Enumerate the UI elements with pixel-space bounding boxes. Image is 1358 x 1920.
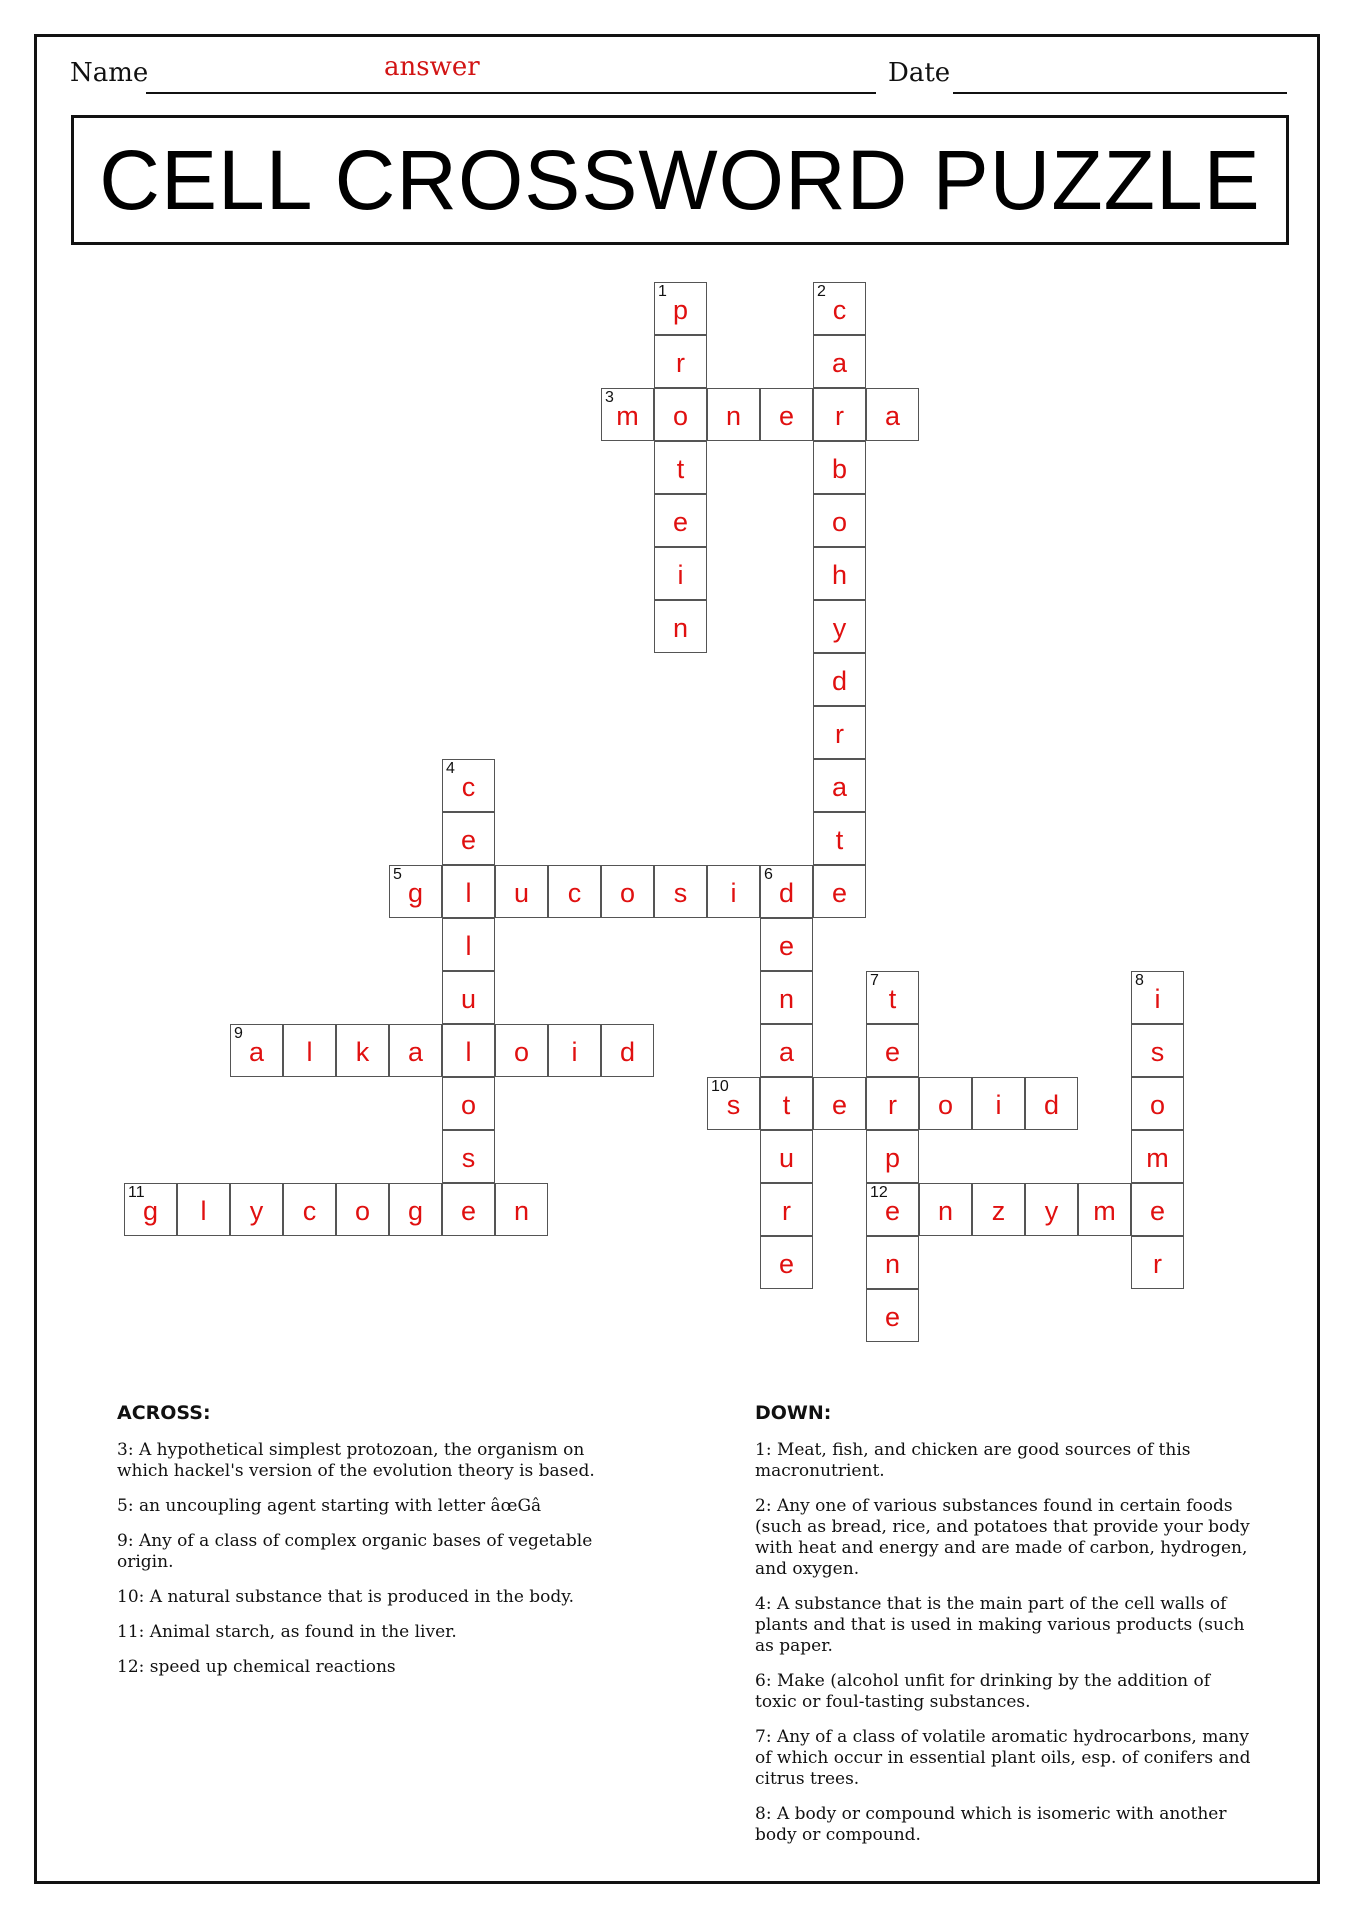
answer-letter: e [778, 401, 795, 431]
crossword-cell[interactable] [654, 865, 707, 918]
answer-letter: l [306, 1037, 313, 1067]
crossword-cell[interactable] [919, 1077, 972, 1130]
answer-letter: e [884, 1302, 901, 1332]
down-heading: DOWN: [755, 1402, 832, 1424]
crossword-cell[interactable] [1131, 971, 1184, 1024]
answer-letter: s [726, 1090, 741, 1120]
answer-letter: n [513, 1196, 530, 1226]
answer-letter: e [831, 1090, 848, 1120]
crossword-cell[interactable] [760, 971, 813, 1024]
answer-letter: t [782, 1090, 791, 1120]
crossword-cell[interactable] [1131, 1024, 1184, 1077]
answer-letter: i [995, 1090, 1002, 1120]
down-clue: 1: Meat, fish, and chicken are good sources of this macronutrient. [755, 1440, 1191, 1481]
crossword-cell[interactable] [442, 918, 495, 971]
answer-letter: o [619, 878, 636, 908]
crossword-cell[interactable] [283, 1024, 336, 1077]
answer-letter: g [407, 1196, 424, 1226]
down-clue-list [755, 1440, 1255, 1846]
crossword-cell[interactable] [389, 1183, 442, 1236]
crossword-cell[interactable] [336, 1183, 389, 1236]
crossword-cell[interactable] [389, 865, 442, 918]
crossword-cell[interactable] [654, 494, 707, 547]
crossword-cell[interactable] [1078, 1183, 1131, 1236]
crossword-cell[interactable] [601, 865, 654, 918]
name-label: Name [70, 58, 149, 88]
crossword-cell[interactable] [442, 812, 495, 865]
answer-letter: y [249, 1196, 264, 1226]
answer-letter: o [354, 1196, 371, 1226]
crossword-cell[interactable] [442, 1024, 495, 1077]
crossword-cell[interactable] [866, 1024, 919, 1077]
answer-letter: c [832, 295, 847, 325]
answer-letter: c [567, 878, 582, 908]
crossword-cell[interactable] [654, 388, 707, 441]
answer-letter: l [200, 1196, 207, 1226]
answer-letter: t [676, 454, 685, 484]
across-clue: 11: Animal starch, as found in the liver. [117, 1622, 457, 1642]
answer-letter: m [1146, 1143, 1169, 1173]
answer-letter: p [672, 295, 689, 325]
clue-number: 3 [605, 389, 614, 406]
crossword-cell[interactable] [1025, 1183, 1078, 1236]
crossword-cell[interactable] [1131, 1183, 1184, 1236]
answer-letter: d [1043, 1090, 1060, 1120]
answer-letter: o [513, 1037, 530, 1067]
answer-letter: y [1044, 1196, 1059, 1226]
answer-letter: i [571, 1037, 578, 1067]
crossword-cell[interactable] [654, 600, 707, 653]
crossword-cell[interactable] [1131, 1130, 1184, 1183]
answer-letter: r [782, 1196, 791, 1226]
crossword-cell[interactable] [813, 388, 866, 441]
crossword-cell[interactable] [707, 388, 760, 441]
crossword-cell[interactable] [760, 865, 813, 918]
answer-letter: r [888, 1090, 897, 1120]
crossword-cell[interactable] [283, 1183, 336, 1236]
crossword-cell[interactable] [230, 1183, 283, 1236]
clue-number: 5 [393, 866, 402, 883]
crossword-cell[interactable] [442, 1183, 495, 1236]
answer-letter: n [725, 401, 742, 431]
answer-letter: e [831, 878, 848, 908]
answer-letter: g [142, 1196, 159, 1226]
crossword-cell[interactable] [866, 1130, 919, 1183]
crossword-cell[interactable] [813, 759, 866, 812]
crossword-cell[interactable] [813, 282, 866, 335]
clue-number: 7 [870, 972, 879, 989]
answer-letter: t [888, 984, 897, 1014]
crossword-cell[interactable] [336, 1024, 389, 1077]
answer-letter: n [672, 613, 689, 643]
clue-number: 8 [1135, 972, 1144, 989]
crossword-cell[interactable] [548, 865, 601, 918]
crossword-cell[interactable] [760, 388, 813, 441]
across-clue: 3: A hypothetical simplest protozoan, the organism on which hackel's version of the evolution theory is based. [117, 1440, 595, 1481]
crossword-cell[interactable] [760, 1077, 813, 1130]
clue-number: 2 [817, 283, 826, 300]
date-label: Date [888, 58, 951, 88]
answer-letter: g [407, 878, 424, 908]
clue-number: 4 [446, 760, 455, 777]
answer-letter: r [835, 719, 844, 749]
answer-letter: s [461, 1143, 476, 1173]
answer-letter: e [778, 931, 795, 961]
crossword-cell[interactable] [866, 1077, 919, 1130]
answer-letter: r [835, 401, 844, 431]
answer-letter: o [831, 507, 848, 537]
answer-letter: a [248, 1037, 265, 1067]
crossword-cell[interactable] [1025, 1077, 1078, 1130]
answer-letter: o [460, 1090, 477, 1120]
crossword-cell[interactable] [230, 1024, 283, 1077]
crossword-cell[interactable] [177, 1183, 230, 1236]
crossword-cell[interactable] [124, 1183, 177, 1236]
answer-letter: a [831, 348, 848, 378]
answer-letter: n [884, 1249, 901, 1279]
crossword-cell[interactable] [1131, 1236, 1184, 1289]
page-title: CELL CROSSWORD PUZZLE [99, 132, 1261, 227]
answer-letter: i [1154, 984, 1161, 1014]
crossword-cell[interactable] [919, 1183, 972, 1236]
answer-letter: l [465, 931, 472, 961]
crossword-cell[interactable] [442, 1077, 495, 1130]
crossword-cell[interactable] [495, 865, 548, 918]
answer-letter: c [461, 772, 476, 802]
answer-letter: o [937, 1090, 954, 1120]
crossword-cell[interactable] [442, 1130, 495, 1183]
crossword-cell[interactable] [654, 441, 707, 494]
crossword-cell[interactable] [866, 971, 919, 1024]
answer-letter: l [465, 878, 472, 908]
answer-letter: e [460, 825, 477, 855]
answer-letter: e [460, 1196, 477, 1226]
answer-letter: e [884, 1196, 901, 1226]
crossword-cell[interactable] [813, 600, 866, 653]
across-heading: ACROSS: [117, 1402, 211, 1424]
crossword-cell[interactable] [1131, 1077, 1184, 1130]
answer-letter: l [465, 1037, 472, 1067]
crossword-cell[interactable] [813, 441, 866, 494]
answer-letter: n [778, 984, 795, 1014]
crossword-cell[interactable] [654, 335, 707, 388]
answer-letter: i [730, 878, 737, 908]
clue-number: 11 [128, 1184, 145, 1201]
crossword-cell[interactable] [495, 1183, 548, 1236]
answer-letter: n [937, 1196, 954, 1226]
down-clue: 6: Make (alcohol unfit for drinking by the addition of toxic or foul-tasting substances. [755, 1671, 1210, 1712]
crossword-cell[interactable] [707, 865, 760, 918]
crossword-cell[interactable] [813, 865, 866, 918]
crossword-cell[interactable] [707, 1077, 760, 1130]
answer-letter: a [778, 1037, 795, 1067]
crossword-cell[interactable] [760, 1236, 813, 1289]
crossword-cell[interactable] [548, 1024, 601, 1077]
crossword-cell[interactable] [813, 706, 866, 759]
down-clue: 2: Any one of various substances found in certain foods (such as bread, rice, and potatoes that provide your body with heat and energy and are made of carbon, hydrogen, and oxygen. [755, 1496, 1250, 1579]
crossword-cell[interactable] [654, 547, 707, 600]
crossword-cell[interactable] [972, 1183, 1025, 1236]
across-clue: 9: Any of a class of complex organic bases of vegetable origin. [117, 1531, 593, 1572]
crossword-cell[interactable] [813, 653, 866, 706]
clue-number: 1 [658, 283, 667, 300]
crossword-cell[interactable] [813, 812, 866, 865]
crossword-cell[interactable] [813, 1077, 866, 1130]
answer-letter: s [1150, 1037, 1165, 1067]
answer-letter: d [778, 878, 795, 908]
crossword-cell[interactable] [813, 547, 866, 600]
crossword-cell[interactable] [866, 1236, 919, 1289]
crossword-cell[interactable] [866, 388, 919, 441]
answer-letter: b [831, 454, 848, 484]
answer-letter: u [513, 878, 530, 908]
crossword-cell[interactable] [495, 1024, 548, 1077]
crossword-cell[interactable] [866, 1183, 919, 1236]
answer-letter: h [831, 560, 848, 590]
answer-letter: o [672, 401, 689, 431]
crossword-cell[interactable] [601, 388, 654, 441]
across-clue: 10: A natural substance that is produced in the body. [117, 1587, 575, 1607]
answer-letter: d [831, 666, 848, 696]
across-clue-list [117, 1440, 637, 1678]
crossword-cell[interactable] [866, 1289, 919, 1342]
crossword-cell[interactable] [601, 1024, 654, 1077]
answer-letter: o [1149, 1090, 1166, 1120]
clue-number: 10 [711, 1078, 729, 1095]
crossword-cell[interactable] [760, 1130, 813, 1183]
answer-letter: m [616, 401, 639, 431]
name-answer-text: answer [384, 52, 480, 82]
answer-letter: u [778, 1143, 795, 1173]
clue-number: 12 [870, 1184, 888, 1201]
clue-number: 9 [234, 1025, 243, 1042]
clue-number: 6 [764, 866, 773, 883]
down-clue: 8: A body or compound which is isomeric with another body or compound. [755, 1804, 1227, 1845]
answer-letter: y [832, 613, 847, 643]
answer-letter: s [673, 878, 688, 908]
answer-letter: e [1149, 1196, 1166, 1226]
answer-letter: r [1153, 1249, 1162, 1279]
answer-letter: e [672, 507, 689, 537]
down-clue: 4: A substance that is the main part of the cell walls of plants and that is used in making various products (such as paper. [755, 1594, 1245, 1656]
crossword-cell[interactable] [442, 971, 495, 1024]
crossword-cell[interactable] [760, 1183, 813, 1236]
answer-letter: z [991, 1196, 1006, 1226]
answer-letter: p [884, 1143, 901, 1173]
crossword-cell[interactable] [813, 494, 866, 547]
answer-letter: a [884, 401, 901, 431]
answer-letter: d [619, 1037, 636, 1067]
down-clues [755, 1402, 1255, 1860]
down-clue: 7: Any of a class of volatile aromatic hydrocarbons, many of which occur in essential plant oils, esp. of conifers and citrus trees. [755, 1727, 1251, 1789]
crossword-cell[interactable] [972, 1077, 1025, 1130]
answer-letter: r [676, 348, 685, 378]
across-clue: 5: an uncoupling agent starting with letter âœGâ [117, 1496, 542, 1516]
answer-letter: a [831, 772, 848, 802]
crossword-cell[interactable] [389, 1024, 442, 1077]
across-clue: 12: speed up chemical reactions [117, 1657, 396, 1677]
answer-letter: m [1093, 1196, 1116, 1226]
answer-letter: e [884, 1037, 901, 1067]
crossword-cell[interactable] [442, 759, 495, 812]
across-clues [117, 1402, 637, 1692]
answer-letter: e [778, 1249, 795, 1279]
answer-letter: a [407, 1037, 424, 1067]
answer-letter: u [460, 984, 477, 1014]
crossword-cell[interactable] [760, 918, 813, 971]
crossword-cell[interactable] [654, 282, 707, 335]
answer-letter: k [355, 1037, 370, 1067]
crossword-cell[interactable] [760, 1024, 813, 1077]
answer-letter: t [835, 825, 844, 855]
crossword-cell[interactable] [442, 865, 495, 918]
answer-letter: c [302, 1196, 317, 1226]
answer-letter: i [677, 560, 684, 590]
crossword-cell[interactable] [813, 335, 866, 388]
